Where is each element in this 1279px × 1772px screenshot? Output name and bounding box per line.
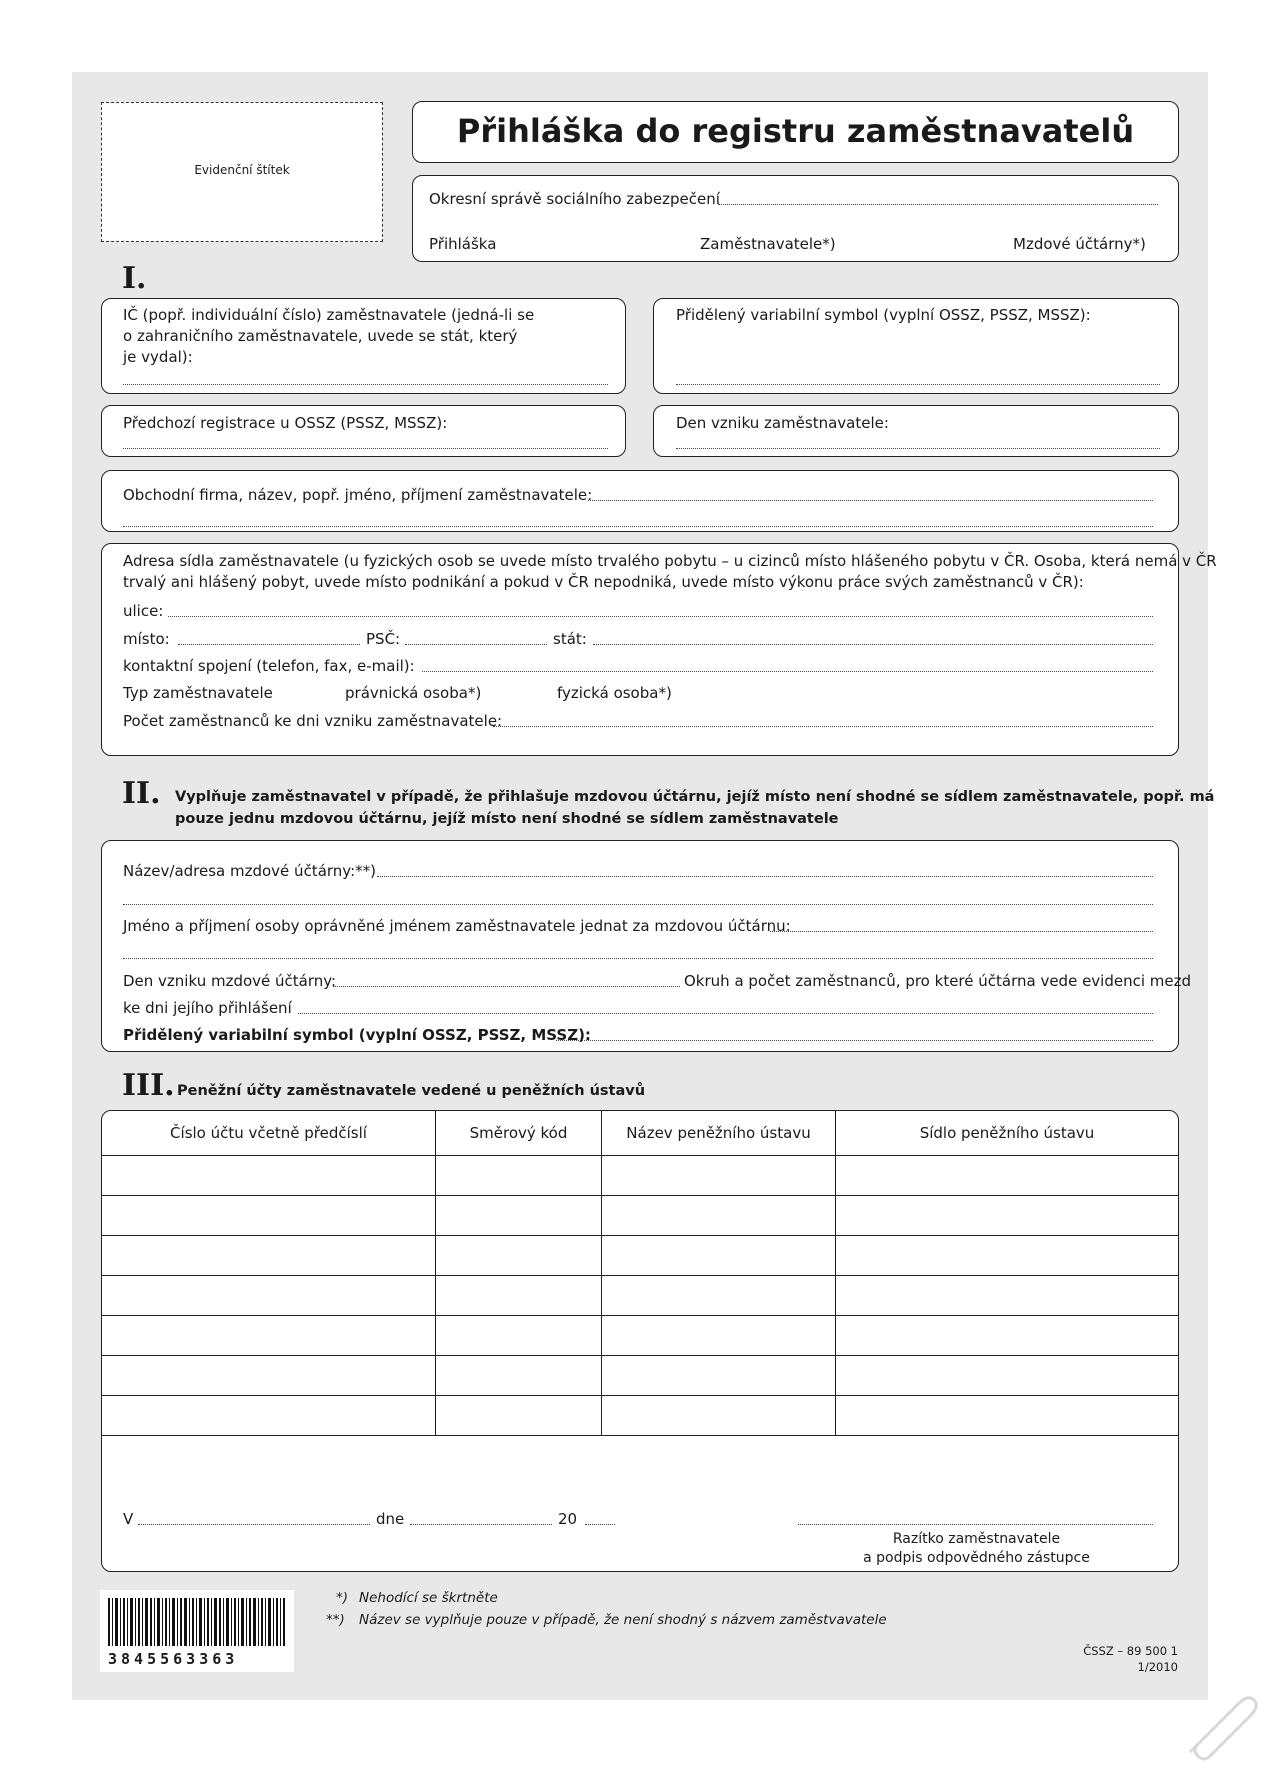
year-field[interactable] xyxy=(585,1524,615,1525)
employee-count-label: Počet zaměstnanců ke dni vzniku zaměstnavatele: xyxy=(123,712,503,730)
address-line1: Adresa sídla zaměstnavatele (u fyzických osob se uvede místo trvalého pobytu – u cizinců místo hlášeného pobytu v ČR. Osoba, která nemá v ČR xyxy=(123,552,1217,570)
payroll-founding-label: Den vzniku mzdové účtárny: xyxy=(123,972,337,990)
employer-option[interactable]: Zaměstnavatele*) xyxy=(700,235,836,253)
accounts-table xyxy=(101,1110,1179,1572)
zip-label: PSČ: xyxy=(366,630,401,648)
signature-field[interactable] xyxy=(798,1524,1153,1525)
section-2-numeral: II. xyxy=(122,776,161,811)
barcode-bars xyxy=(108,1598,302,1650)
office-label: Okresní správě sociálního zabezpečení xyxy=(429,190,720,208)
city-label: místo: xyxy=(123,630,170,648)
col-divider-2 xyxy=(601,1111,602,1435)
section-2-intro-line2: pouze jednu mzdovou účtárnu, jejíž místo není shodné se sídlem zaměstnavatele xyxy=(175,811,839,827)
table-row-divider xyxy=(102,1355,1178,1356)
table-row-divider xyxy=(102,1275,1178,1276)
contact-field[interactable] xyxy=(422,671,1153,672)
note-2-mark: **) xyxy=(326,1612,345,1628)
assigned-vs-label: Přidělený variabilní symbol (vyplní OSSZ, PSSZ, MSSZ): xyxy=(123,1026,591,1044)
col-header-code: Směrový kód xyxy=(469,1124,568,1142)
registration-day-label: ke dni jejího přihlášení xyxy=(123,999,292,1017)
stamp-caption-line1: Razítko zaměstnavatele xyxy=(892,1531,1061,1547)
ic-label-line2: o zahraničního zaměstnavatele, uvede se stát, který xyxy=(123,327,518,345)
table-row-divider xyxy=(102,1235,1178,1236)
firm-label: Obchodní firma, název, popř. jméno, příjmení zaměstnavatele: xyxy=(123,486,593,504)
contact-label: kontaktní spojení (telefon, fax, e-mail): xyxy=(123,657,415,675)
paperclip-icon xyxy=(1180,1682,1260,1762)
address-line2: trvalý ani hlášený pobyt, uvede místo podnikání a pokud v ČR nepodniká, uvede místo výkonu práce svých zaměstnanců v ČR): xyxy=(123,573,1084,591)
authorized-person-field-1[interactable] xyxy=(770,931,1153,932)
year-label: 20 xyxy=(558,1510,578,1528)
legal-person-option[interactable]: právnická osoba*) xyxy=(345,684,482,702)
barcode xyxy=(100,1590,294,1672)
zip-field[interactable] xyxy=(405,644,547,645)
employee-count-field[interactable] xyxy=(493,726,1153,727)
page-title: Přihláška do registru zaměstnavatelů xyxy=(456,112,1135,150)
payroll-name-field-1[interactable] xyxy=(377,876,1153,877)
section-3-title: Peněžní účty zaměstnavatele vedené u peněžních ústavů xyxy=(177,1083,646,1099)
payroll-name-field-2[interactable] xyxy=(123,904,1153,905)
note-1: Nehodící se škrtněte xyxy=(359,1590,498,1606)
payroll-founding-field[interactable] xyxy=(333,986,680,987)
note-1-mark: *) xyxy=(336,1590,349,1606)
vs-field[interactable] xyxy=(676,384,1160,385)
col-divider-3 xyxy=(835,1111,836,1435)
section-3-numeral: III. xyxy=(122,1068,175,1103)
office-field[interactable] xyxy=(718,204,1158,205)
place-label: V xyxy=(123,1510,134,1528)
col-divider-1 xyxy=(435,1111,436,1435)
col-header-bank-seat: Sídlo peněžního ústavu xyxy=(919,1124,1095,1142)
form-version: 1/2010 xyxy=(1137,1660,1178,1674)
street-label: ulice: xyxy=(123,602,164,620)
application-label: Přihláška xyxy=(429,235,497,253)
vs-label: Přidělený variabilní symbol (vyplní OSSZ, PSSZ, MSSZ): xyxy=(676,306,1091,324)
section-1-numeral: I. xyxy=(122,261,147,296)
ic-label-line1: IČ (popř. individuální číslo) zaměstnavatele (jedná-li se xyxy=(123,306,535,324)
table-row-divider xyxy=(102,1315,1178,1316)
form-code: ČSSZ – 89 500 1 xyxy=(1083,1644,1178,1658)
founding-field[interactable] xyxy=(676,448,1160,449)
scope-label: Okruh a počet zaměstnanců, pro které účtárna vede evidenci mezd xyxy=(684,972,1192,990)
stamp-label: Evidenční štítek xyxy=(194,163,290,177)
registration-day-field[interactable] xyxy=(298,1013,1153,1014)
place-field[interactable] xyxy=(138,1524,370,1525)
stamp-caption-line2: a podpis odpovědného zástupce xyxy=(863,1550,1090,1566)
natural-person-option[interactable]: fyzická osoba*) xyxy=(557,684,672,702)
table-bottom-divider xyxy=(102,1435,1178,1436)
authorized-person-field-2[interactable] xyxy=(123,958,1153,959)
ic-field[interactable] xyxy=(123,384,608,385)
authorized-person-label: Jméno a příjmení osoby oprávněné jménem zaměstnavatele jednat za mzdovou účtárnu: xyxy=(123,917,791,935)
firm-field-1[interactable] xyxy=(588,500,1153,501)
section-2-intro-line1: Vyplňuje zaměstnavatel v případě, že přihlašuje mzdovou účtárnu, jejíž místo není shodné se sídlem zaměstnavatele, popř. má xyxy=(175,789,1215,805)
table-header-divider xyxy=(102,1155,1178,1156)
note-2: Název se vyplňuje pouze v případě, že není shodný s názvem zaměstvavatele xyxy=(359,1612,887,1628)
firm-field-2[interactable] xyxy=(123,526,1153,527)
col-header-bank-name: Název peněžního ústavu xyxy=(626,1124,811,1142)
payroll-name-label: Název/adresa mzdové účtárny:**) xyxy=(123,862,376,880)
ic-label-line3: je vydal): xyxy=(123,348,193,366)
barcode-number: 3845563363 xyxy=(108,1650,239,1668)
prev-reg-field[interactable] xyxy=(123,448,608,449)
table-row-divider xyxy=(102,1195,1178,1196)
type-label: Typ zaměstnavatele xyxy=(123,684,273,702)
payroll-option[interactable]: Mzdové účtárny*) xyxy=(1013,235,1146,253)
state-field[interactable] xyxy=(593,644,1153,645)
assigned-vs-field[interactable] xyxy=(556,1040,1153,1041)
founding-label: Den vzniku zaměstnavatele: xyxy=(676,414,889,432)
city-field[interactable] xyxy=(178,644,360,645)
street-field[interactable] xyxy=(168,616,1153,617)
col-header-account: Číslo účtu včetně předčíslí xyxy=(170,1124,367,1142)
prev-reg-label: Předchozí registrace u OSSZ (PSSZ, MSSZ): xyxy=(123,414,448,432)
date-label: dne xyxy=(376,1510,405,1528)
table-row-divider xyxy=(102,1395,1178,1396)
date-field[interactable] xyxy=(410,1524,552,1525)
state-label: stát: xyxy=(553,630,587,648)
